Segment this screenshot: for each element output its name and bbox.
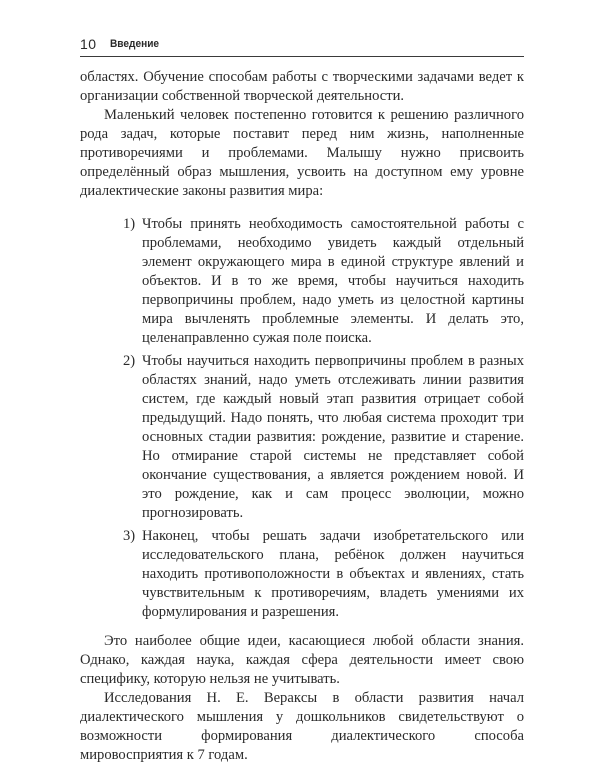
paragraph-research: Исследования Н. Е. Веракcы в области развития начал диалектического мышления у дошкольников свидетельствуют о возможности формирования диалектического способа мировосприятия к 7 годам. — [80, 690, 524, 763]
list-item — [123, 527, 524, 622]
list-item — [123, 215, 524, 348]
list-item-text: Чтобы принять необходимость самостоятельной работы с проблемами, необходимо увидеть каждый отдельный элемент окружающего мира в единой структуре явлений и объектов. И в то же время, чтобы научиться находить первопричины проблем, надо уметь из целостной картины мира вычленять проблемные элементы. И делать это, целенаправленно сужая поле поиска. — [142, 216, 524, 346]
list-item — [123, 352, 524, 523]
paragraph-continuation: областях. Обучение способам работы с творческими задачами ведет к организации собственной творческой деятельности. — [80, 69, 524, 104]
page-number: 10 — [80, 36, 97, 52]
running-header — [80, 36, 524, 57]
list-item-text: Чтобы научиться находить первопричины проблем в разных областях знаний, надо уметь отслеживать линии развития систем, где каждый новый этап развития отрицает собой предыдущий. Надо понять, что любая система проходит три основных стадии развития: рождение, развитие и старение. Но отмирание старой системы не представляет собой окончание существования, а является рождением новой. И это рождение, как и сам процесс эволюции, можно прогнозировать. — [142, 353, 524, 521]
paragraph-general-ideas: Это наиболее общие идеи, касающиеся любой области знания. Однако, каждая наука, каждая сфера деятельности имеет свою специфику, которую нельзя не учитывать. — [80, 633, 524, 687]
list-item-number: 3) — [123, 528, 136, 544]
list-item-number: 2) — [123, 353, 136, 369]
page-body — [80, 68, 524, 765]
list-item-text: Наконец, чтобы решать задачи изобретательского или исследовательского плана, ребёнок должен научиться находить противоположности в объектах и явлениях, стать чувствительным к противоречиям, владеть умениями их формулирования и разрешения. — [142, 528, 524, 620]
numbered-list — [80, 215, 524, 622]
list-item-number: 1) — [123, 216, 136, 232]
paragraph-intro: Маленький человек постепенно готовится к решению различного рода задач, которые поставит перед ним жизнь, наполненные противоречиями и проблемами. Малышу нужно присвоить определённый образ мышления, усвоить на доступном ему уровне диалектические законы развития мира: — [80, 107, 524, 199]
section-title: Введение — [110, 38, 160, 50]
